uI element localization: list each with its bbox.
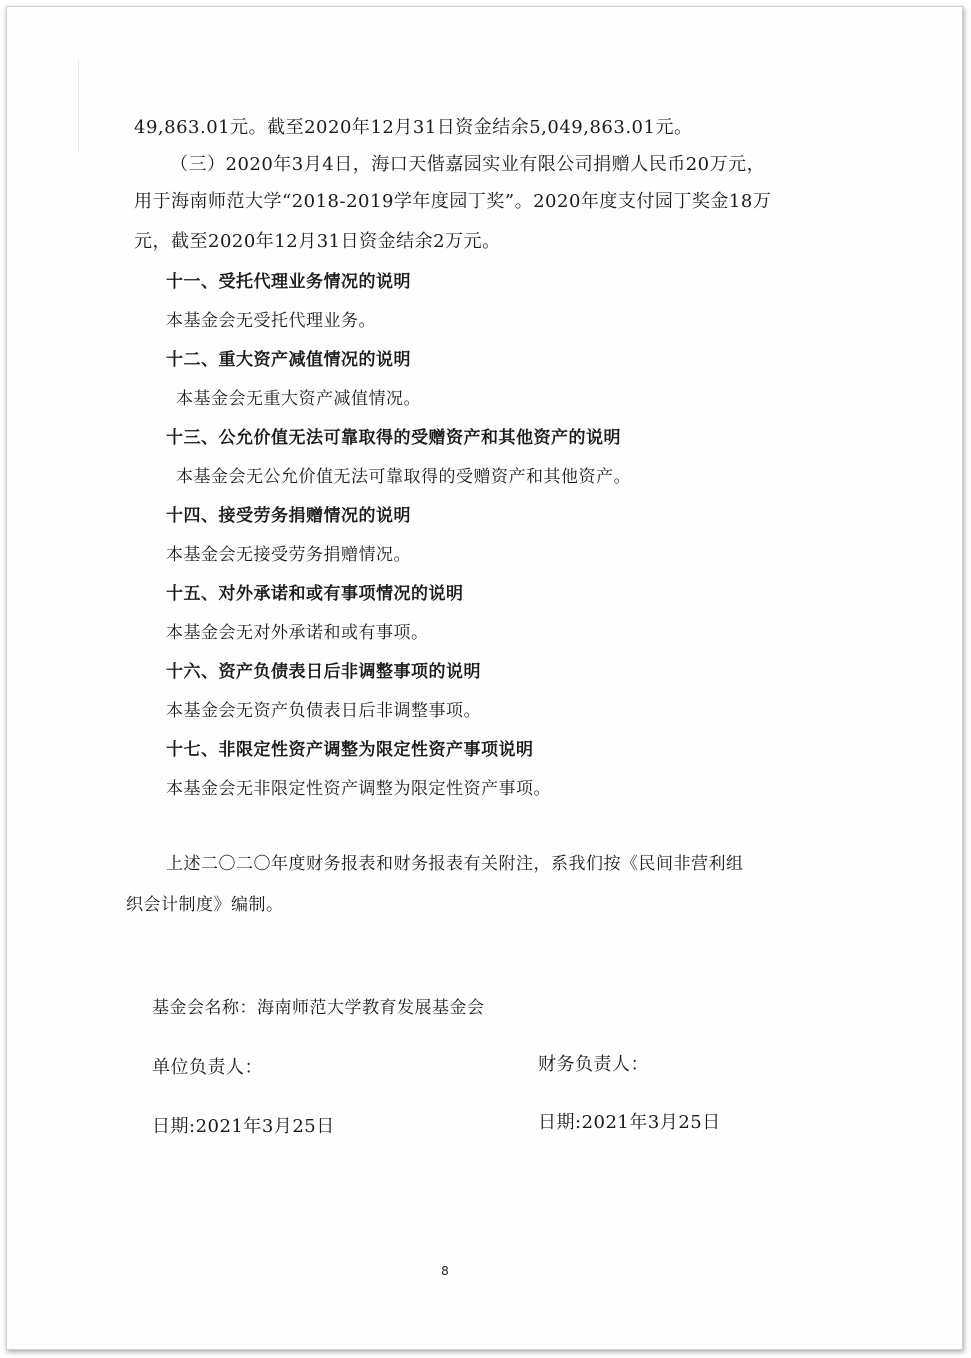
section-13-heading: 十三、公允价值无法可靠取得的受赠资产和其他资产的说明: [166, 428, 621, 448]
foundation-name: 基金会名称：海南师范大学教育发展基金会: [152, 998, 485, 1018]
section-16-body: 本基金会无资产负债表日后非调整事项。: [166, 701, 481, 721]
section-12-body: 本基金会无重大资产减值情况。: [176, 389, 421, 409]
paragraph-item-3-line-1: （三）2020年3月4日，海口天偕嘉园实业有限公司捐赠人民币20万元，: [170, 154, 766, 175]
paragraph-continuation: 49,863.01元。截至2020年12月31日资金结余5,049,863.01元。: [134, 117, 693, 138]
date-right: 日期:2021年3月25日: [538, 1112, 721, 1133]
closing-statement-line-1: 上述二〇二〇年度财务报表和财务报表有关附注，系我们按《民间非营利组: [166, 854, 744, 874]
section-11-heading: 十一、受托代理业务情况的说明: [166, 272, 411, 292]
section-14-heading: 十四、接受劳务捐赠情况的说明: [166, 506, 411, 526]
section-16-heading: 十六、资产负债表日后非调整事项的说明: [166, 662, 481, 682]
scan-artifact: [78, 60, 79, 150]
section-15-body: 本基金会无对外承诺和或有事项。: [166, 623, 429, 643]
section-11-body: 本基金会无受托代理业务。: [166, 311, 376, 331]
page-number: 8: [441, 1264, 449, 1278]
date-left: 日期:2021年3月25日: [152, 1116, 335, 1137]
section-12-heading: 十二、重大资产减值情况的说明: [166, 350, 411, 370]
section-14-body: 本基金会无接受劳务捐赠情况。: [166, 545, 411, 565]
paragraph-item-3-line-3: 元，截至2020年12月31日资金结余2万元。: [134, 231, 501, 252]
section-15-heading: 十五、对外承诺和或有事项情况的说明: [166, 584, 464, 604]
section-13-body: 本基金会无公允价值无法可靠取得的受赠资产和其他资产。: [176, 467, 631, 487]
paragraph-item-3-line-2: 用于海南师范大学“2018-2019学年度园丁奖”。2020年度支付园丁奖金18万: [134, 191, 772, 212]
section-17-heading: 十七、非限定性资产调整为限定性资产事项说明: [166, 740, 534, 760]
section-17-body: 本基金会无非限定性资产调整为限定性资产事项。: [166, 779, 551, 799]
unit-head-label: 单位负责人：: [152, 1057, 263, 1078]
finance-head-label: 财务负责人：: [538, 1054, 649, 1075]
closing-statement-line-2: 织会计制度》编制。: [126, 895, 284, 915]
